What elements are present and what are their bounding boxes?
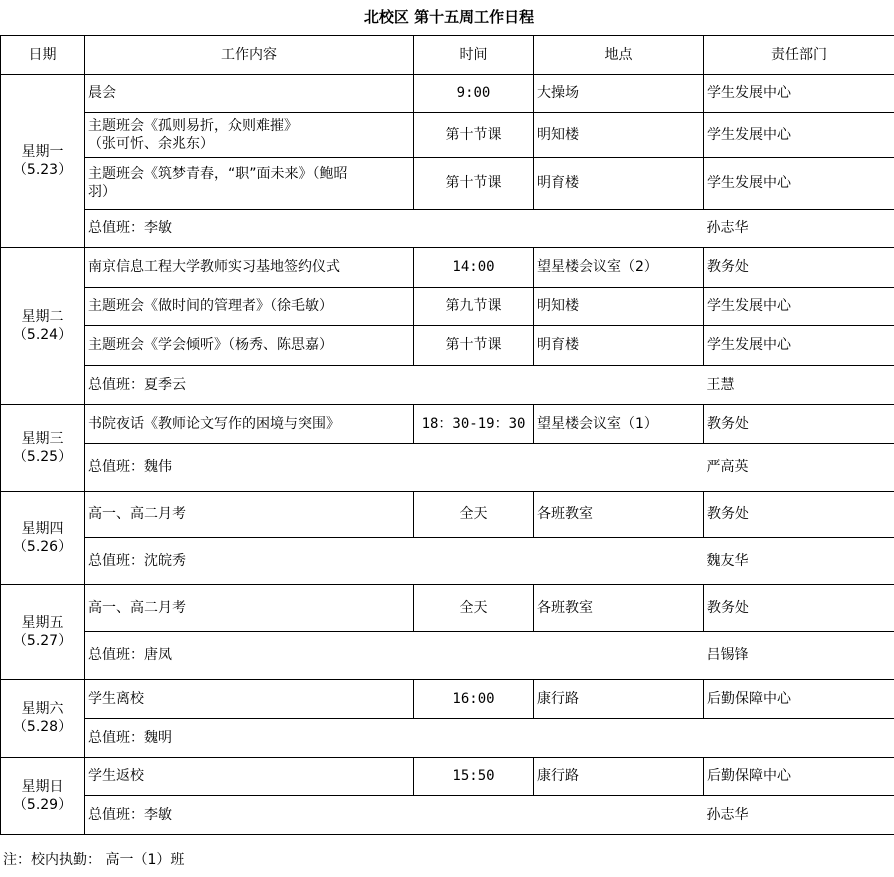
dept-cell: 教务处 [704, 491, 894, 537]
day-name: 星期六 [21, 701, 64, 717]
duty-label: 总值班：唐凤 [85, 631, 534, 679]
duty-spacer [534, 209, 704, 247]
place-cell: 望星楼会议室（1） [534, 404, 704, 443]
duty-label: 总值班：沈皖秀 [85, 537, 534, 584]
duty-spacer [534, 443, 704, 491]
day-cell [1, 74, 85, 247]
content-cell: 晨会 [85, 74, 414, 112]
schedule-row [1, 287, 894, 325]
time-cell: 第十节课 [414, 112, 534, 157]
content-cell: 高一、高二月考 [85, 584, 414, 631]
day-date: （5.28） [12, 719, 73, 735]
time-cell: 14:00 [414, 247, 534, 287]
duty-row [1, 443, 894, 491]
content-cell: 学生离校 [85, 679, 414, 718]
header-dept: 责任部门 [704, 35, 894, 74]
schedule-row [1, 74, 894, 112]
duty-person: 王慧 [704, 365, 894, 404]
time-cell: 第十节课 [414, 325, 534, 365]
day-date: （5.24） [12, 326, 73, 343]
content-cell: 主题班会《学会倾听》（杨秀、陈思嘉） [85, 325, 414, 365]
header-place: 地点 [534, 35, 704, 74]
duty-spacer [534, 631, 704, 679]
day-cell [1, 247, 85, 404]
day-date: （5.25） [12, 448, 73, 465]
duty-row [1, 209, 894, 247]
duty-person [704, 718, 894, 757]
day-cell [1, 584, 85, 679]
duty-row [1, 718, 894, 757]
content-cell: 南京信息工程大学教师实习基地签约仪式 [85, 247, 414, 287]
dept-cell: 后勤保障中心 [704, 679, 894, 718]
duty-row [1, 537, 894, 584]
duty-person: 魏友华 [704, 537, 894, 584]
time-cell: 第九节课 [414, 287, 534, 325]
header-time: 时间 [414, 35, 534, 74]
place-cell: 明育楼 [534, 325, 704, 365]
time-cell: 15:50 [414, 757, 534, 795]
dept-cell: 学生发展中心 [704, 74, 894, 112]
duty-label: 总值班：李敏 [85, 795, 534, 834]
content-cell: 主题班会《孤则易折，众则难摧》 （张可忻、余兆东） [85, 112, 414, 157]
duty-spacer [534, 795, 704, 834]
content-cell: 高一、高二月考 [85, 491, 414, 537]
day-name: 星期三 [21, 430, 64, 447]
header-date: 日期 [1, 35, 85, 74]
day-cell [1, 491, 85, 584]
time-cell: 9:00 [414, 74, 534, 112]
place-cell: 望星楼会议室（2） [534, 247, 704, 287]
duty-person: 吕锡锋 [704, 631, 894, 679]
duty-spacer [534, 718, 704, 757]
page-title: 北校区 第十五周工作日程 [363, 8, 535, 27]
duty-label: 总值班：魏伟 [85, 443, 534, 491]
schedule-row [1, 404, 894, 443]
dept-cell: 后勤保障中心 [704, 757, 894, 795]
place-cell: 大操场 [534, 74, 704, 112]
time-cell: 第十节课 [414, 157, 534, 209]
day-date: （5.27） [12, 632, 73, 649]
day-cell [1, 679, 85, 757]
schedule-row [1, 679, 894, 718]
content-cell: 书院夜话《教师论文写作的困境与突围》 [85, 404, 414, 443]
time-cell: 全天 [414, 491, 534, 537]
dept-cell: 教务处 [704, 404, 894, 443]
place-cell: 各班教室 [534, 491, 704, 537]
duty-person: 孙志华 [704, 209, 894, 247]
time-cell: 16:00 [414, 679, 534, 718]
day-cell [1, 757, 85, 834]
schedule-row [1, 157, 894, 209]
place-cell: 明知楼 [534, 287, 704, 325]
dept-cell: 教务处 [704, 247, 894, 287]
place-cell: 明知楼 [534, 112, 704, 157]
day-cell [1, 404, 85, 491]
schedule-row [1, 491, 894, 537]
footnote: 注：校内执勤： 高一（1）班 [3, 852, 185, 868]
day-date: （5.23） [12, 161, 73, 178]
day-name: 星期四 [21, 520, 64, 537]
duty-person: 孙志华 [704, 795, 894, 834]
place-cell: 明育楼 [534, 157, 704, 209]
day-name: 星期一 [21, 143, 64, 160]
dept-cell: 学生发展中心 [704, 325, 894, 365]
dept-cell: 学生发展中心 [704, 112, 894, 157]
day-name: 星期二 [21, 308, 64, 325]
place-cell: 康行路 [534, 679, 704, 718]
schedule-row [1, 325, 894, 365]
duty-spacer [534, 537, 704, 584]
schedule-row [1, 247, 894, 287]
content-cell: 学生返校 [85, 757, 414, 795]
place-cell: 康行路 [534, 757, 704, 795]
day-name: 星期日 [21, 778, 64, 795]
duty-row [1, 365, 894, 404]
day-date: （5.26） [12, 538, 73, 555]
time-cell: 全天 [414, 584, 534, 631]
time-cell: 18：30-19：30 [414, 404, 534, 443]
duty-label: 总值班：李敏 [85, 209, 534, 247]
day-name: 星期五 [21, 614, 64, 631]
duty-row [1, 795, 894, 834]
day-date: （5.29） [12, 796, 73, 813]
duty-person: 严高英 [704, 443, 894, 491]
duty-label: 总值班：夏季云 [85, 365, 534, 404]
schedule-row [1, 584, 894, 631]
duty-label: 总值班：魏明 [85, 718, 534, 757]
schedule-row [1, 757, 894, 795]
content-cell: 主题班会《筑梦青春，“职”面未来》（鲍昭 羽） [85, 157, 414, 209]
dept-cell: 学生发展中心 [704, 157, 894, 209]
schedule-row [1, 112, 894, 157]
dept-cell: 学生发展中心 [704, 287, 894, 325]
content-cell: 主题班会《做时间的管理者》（徐毛敏） [85, 287, 414, 325]
place-cell: 各班教室 [534, 584, 704, 631]
header-content: 工作内容 [85, 35, 414, 74]
dept-cell: 教务处 [704, 584, 894, 631]
duty-spacer [534, 365, 704, 404]
duty-row [1, 631, 894, 679]
